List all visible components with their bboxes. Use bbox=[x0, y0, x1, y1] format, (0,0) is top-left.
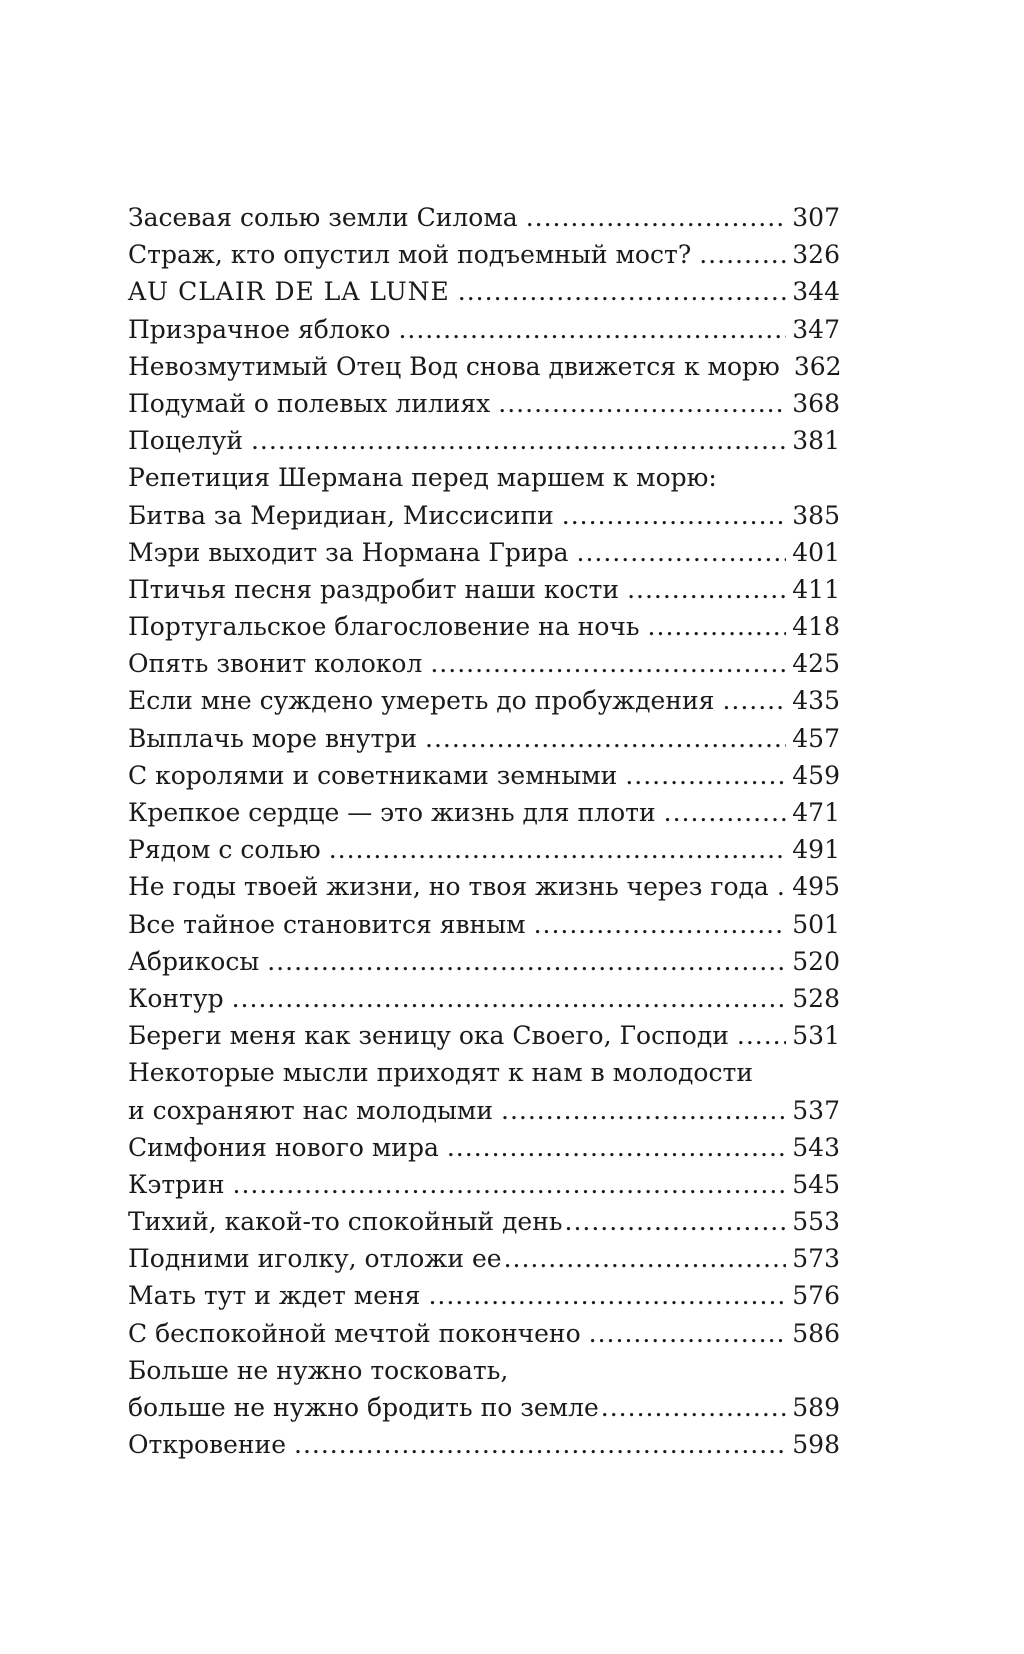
toc-entry-title: Невозмутимый Отец Вод снова движется к морю bbox=[128, 351, 780, 381]
toc-entry-title: Береги меня как зеницу ока Своего, Господи bbox=[128, 1021, 729, 1051]
toc-entry-title: Подумай о полевых лилиях bbox=[128, 388, 491, 418]
toc-dot-leader bbox=[232, 980, 787, 1017]
toc-entry-page-number: 598 bbox=[792, 1430, 840, 1460]
toc-entry-page-number: 573 bbox=[792, 1244, 840, 1274]
toc-entry-title: Битва за Меридиан, Миссисипи bbox=[128, 500, 554, 530]
toc-entry-page-number: 586 bbox=[792, 1318, 840, 1348]
toc-entry-title: Все тайное становится явным bbox=[128, 909, 526, 939]
toc-entry bbox=[128, 1426, 840, 1463]
toc-entry bbox=[128, 236, 840, 273]
toc-entry-page-number: 425 bbox=[792, 649, 840, 679]
toc-entry bbox=[128, 1315, 840, 1352]
toc-entry-page-number: 589 bbox=[792, 1393, 840, 1422]
toc-entry bbox=[128, 943, 840, 980]
toc-entry-title: Призрачное яблоко bbox=[128, 314, 391, 344]
toc-dot-leader bbox=[648, 608, 787, 645]
toc-entry bbox=[128, 720, 840, 757]
toc-entry-title: Тихий, какой-то спокойный день bbox=[128, 1207, 563, 1237]
toc-entry bbox=[128, 534, 840, 571]
toc-entry bbox=[128, 794, 840, 831]
toc-entry-page-number: 307 bbox=[792, 203, 840, 232]
toc-entry-title: Кэтрин bbox=[128, 1169, 225, 1199]
toc-dot-leader bbox=[777, 868, 786, 905]
toc-entry-page-number: 457 bbox=[792, 723, 840, 753]
toc-entry-title: Мэри выходит за Нормана Грира bbox=[128, 537, 569, 567]
toc-entry-title: и сохраняют нас молодыми bbox=[128, 1095, 493, 1125]
toc-dot-leader bbox=[562, 497, 787, 534]
toc-dot-leader bbox=[498, 385, 786, 422]
table-of-contents bbox=[128, 199, 840, 1463]
toc-entry bbox=[128, 980, 840, 1017]
toc-entry-page-number: 411 bbox=[792, 574, 840, 604]
toc-dot-leader bbox=[699, 236, 786, 273]
toc-entry-title: Птичья песня раздробит наши кости bbox=[128, 574, 620, 604]
toc-entry-title: Подними иголку, отложи ее bbox=[128, 1244, 502, 1274]
toc-dot-leader bbox=[722, 682, 786, 719]
toc-entry-page-number: 435 bbox=[792, 686, 840, 716]
toc-entry bbox=[128, 1129, 840, 1166]
toc-entry bbox=[128, 571, 840, 608]
toc-entry-page-number: 501 bbox=[792, 909, 840, 939]
toc-entry-title: С беспокойной мечтой покончено bbox=[128, 1318, 581, 1348]
toc-entry-page-number: 537 bbox=[792, 1095, 840, 1125]
toc-entry-page-number: 459 bbox=[792, 760, 840, 790]
toc-entry-title: Рядом с солью bbox=[128, 835, 321, 865]
toc-entry-title: С королями и советниками земными bbox=[128, 760, 618, 790]
toc-entry-title: Поцелуй bbox=[128, 426, 243, 456]
toc-dot-leader bbox=[430, 645, 786, 682]
toc-dot-leader bbox=[601, 1389, 787, 1426]
toc-entry-title: Португальское благословение на ночь bbox=[128, 612, 640, 642]
toc-dot-leader bbox=[627, 571, 786, 608]
toc-entry-page-number: 545 bbox=[792, 1169, 840, 1199]
toc-entry-page-number: 553 bbox=[792, 1207, 840, 1237]
toc-entry-title: больше не нужно бродить по земле bbox=[128, 1393, 599, 1422]
toc-entry-title: Выплачь море внутри bbox=[128, 723, 417, 753]
toc-entry bbox=[128, 831, 840, 868]
toc-dot-leader bbox=[294, 1426, 786, 1463]
toc-entry bbox=[128, 1352, 840, 1389]
toc-dot-leader bbox=[589, 1315, 787, 1352]
toc-entry-title: Не годы твоей жизни, но твоя жизнь через года bbox=[128, 872, 769, 902]
toc-entry-page-number: 344 bbox=[792, 277, 840, 307]
toc-dot-leader bbox=[625, 757, 786, 794]
toc-entry bbox=[128, 348, 840, 385]
toc-entry-title: Мать тут и ждет меня bbox=[128, 1281, 421, 1311]
toc-dot-leader bbox=[251, 422, 786, 459]
toc-entry-title: Контур bbox=[128, 983, 224, 1013]
toc-dot-leader bbox=[504, 1240, 787, 1277]
toc-entry-page-number: 326 bbox=[792, 240, 840, 270]
toc-entry bbox=[128, 1054, 840, 1091]
toc-entry-page-number: 543 bbox=[792, 1132, 840, 1162]
toc-entry bbox=[128, 1277, 840, 1314]
toc-dot-leader bbox=[398, 311, 786, 348]
toc-entry bbox=[128, 1166, 840, 1203]
toc-entry-page-number: 471 bbox=[792, 798, 840, 827]
toc-dot-leader bbox=[577, 534, 787, 571]
toc-entry-page-number: 418 bbox=[792, 612, 840, 642]
toc-dot-leader bbox=[428, 1277, 786, 1314]
toc-dot-leader bbox=[267, 943, 786, 980]
toc-entry bbox=[128, 1389, 840, 1426]
toc-entry bbox=[128, 422, 840, 459]
toc-entry bbox=[128, 311, 840, 348]
toc-entry bbox=[128, 199, 840, 236]
toc-entry-page-number: 385 bbox=[792, 500, 840, 530]
toc-entry-title: Засевая солью земли Силома bbox=[128, 203, 518, 232]
toc-dot-leader bbox=[737, 1017, 786, 1054]
toc-entry bbox=[128, 459, 840, 496]
toc-dot-leader bbox=[526, 199, 787, 236]
toc-dot-leader bbox=[664, 794, 787, 831]
toc-entry bbox=[128, 645, 840, 682]
toc-dot-leader bbox=[233, 1166, 787, 1203]
toc-dot-leader bbox=[501, 1092, 786, 1129]
toc-entry-page-number: 401 bbox=[792, 537, 840, 567]
toc-entry-page-number: 381 bbox=[792, 426, 840, 456]
toc-entry-page-number: 495 bbox=[792, 872, 840, 902]
toc-entry-title: Симфония нового мира bbox=[128, 1132, 439, 1162]
toc-dot-leader bbox=[425, 720, 786, 757]
toc-entry bbox=[128, 497, 840, 534]
toc-entry bbox=[128, 385, 840, 422]
toc-entry-page-number: 528 bbox=[792, 983, 840, 1013]
toc-dot-leader bbox=[447, 1129, 786, 1166]
toc-entry-page-number: 520 bbox=[792, 946, 840, 976]
toc-dot-leader bbox=[534, 906, 787, 943]
toc-entry-title: Если мне суждено умереть до пробуждения bbox=[128, 686, 715, 716]
toc-entry-page-number: 531 bbox=[792, 1021, 840, 1051]
toc-entry bbox=[128, 1092, 840, 1129]
toc-entry-title: Абрикосы bbox=[128, 946, 260, 976]
toc-entry-title: Некоторые мысли приходят к нам в молодости bbox=[128, 1058, 753, 1088]
toc-entry-title: Крепкое сердце — это жизнь для плоти bbox=[128, 798, 656, 827]
toc-entry-title: Откровение bbox=[128, 1430, 286, 1460]
toc-dot-leader bbox=[565, 1203, 787, 1240]
toc-entry-page-number: 368 bbox=[792, 388, 840, 418]
toc-entry-title: Репетиция Шермана перед маршем к морю: bbox=[128, 463, 717, 493]
toc-entry-page-number: 362 bbox=[793, 351, 842, 381]
toc-dot-leader bbox=[329, 831, 787, 868]
toc-entry bbox=[128, 906, 840, 943]
toc-entry-page-number: 576 bbox=[792, 1281, 840, 1311]
toc-entry bbox=[128, 757, 840, 794]
toc-entry bbox=[128, 1240, 840, 1277]
toc-entry bbox=[128, 1017, 840, 1054]
toc-entry-title: Страж, кто опустил мой подъемный мост? bbox=[128, 240, 692, 270]
toc-entry-title: AU CLAIR DE LA LUNE bbox=[128, 277, 450, 307]
toc-entry-page-number: 347 bbox=[792, 314, 840, 344]
toc-entry bbox=[128, 273, 840, 310]
toc-entry-title: Больше не нужно тосковать, bbox=[128, 1355, 509, 1385]
toc-dot-leader bbox=[458, 273, 787, 310]
toc-entry bbox=[128, 1203, 840, 1240]
toc-entry bbox=[128, 868, 840, 905]
toc-entry bbox=[128, 608, 840, 645]
toc-entry-title: Опять звонит колокол bbox=[128, 649, 423, 679]
toc-entry bbox=[128, 682, 840, 719]
toc-entry-page-number: 491 bbox=[792, 835, 840, 865]
